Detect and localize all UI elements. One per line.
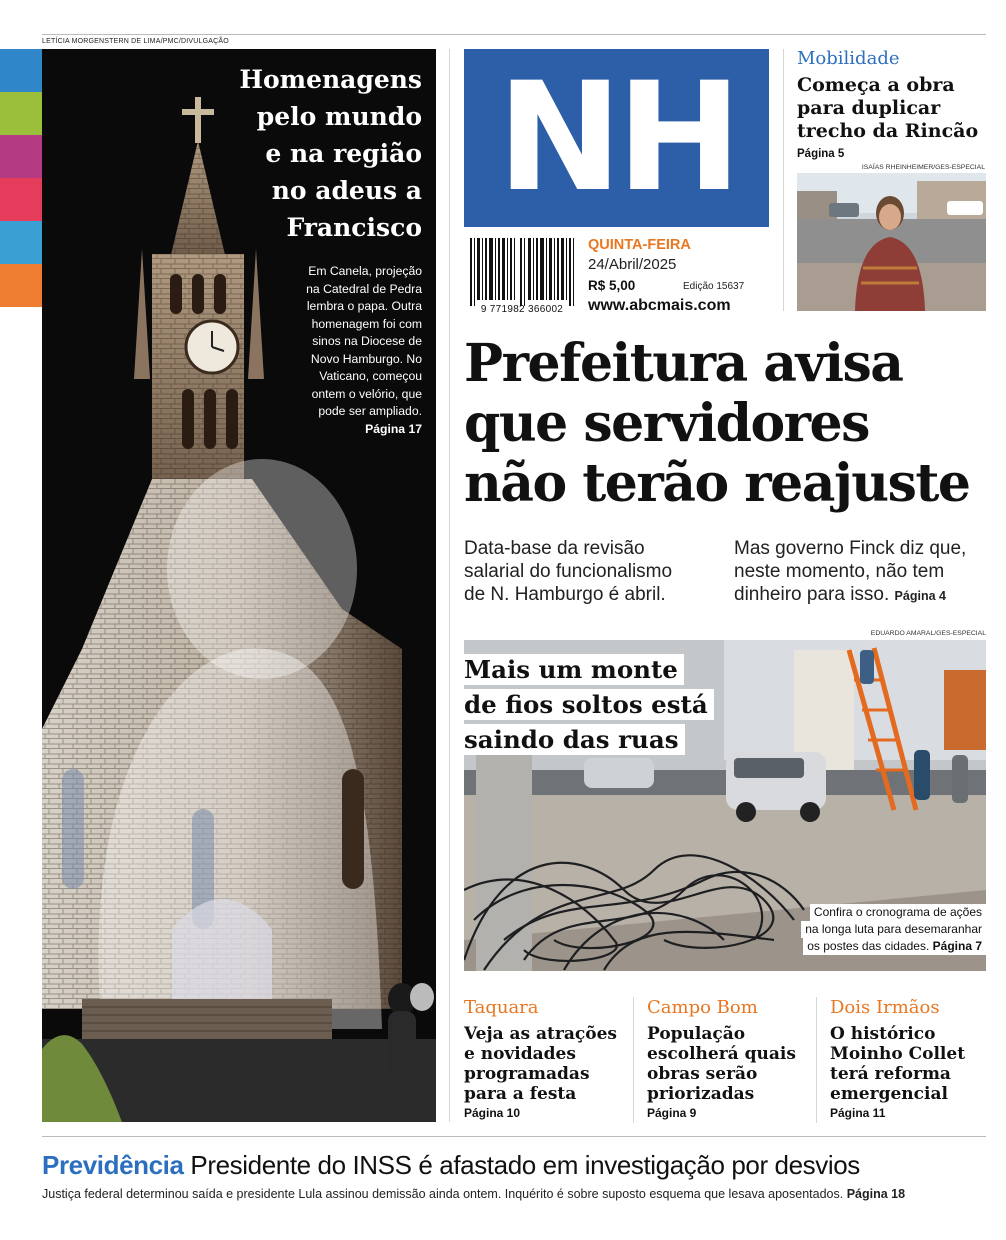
weekday: QUINTA-FEIRA [588, 237, 691, 253]
column-campo-bom[interactable] [647, 996, 817, 1120]
section-tab-green[interactable] [0, 92, 42, 135]
mobility-page-ref[interactable]: Página 5 [797, 148, 845, 160]
column-dois-irmaos[interactable] [830, 996, 1000, 1120]
section-tab-blue[interactable] [0, 49, 42, 92]
wires-photo[interactable] [464, 640, 986, 971]
mobility-headline[interactable]: Começa a obra para duplicar trecho da Rincão [797, 74, 979, 142]
wires-caption: Confira o cronograma de ações na longa luta para desemaranhar os postes das cidades. Página 7 [776, 904, 986, 955]
cathedral-photo[interactable] [42, 49, 436, 1122]
column-headline[interactable]: População escolherá quais obras serão priorizadas [647, 1024, 796, 1104]
wires-headline-line-3[interactable]: saindo das ruas [464, 724, 685, 755]
edition-number: Edição 15637 [683, 281, 745, 292]
wires-photo-credit: EDUARDO AMARAL/GES-ESPECIAL [870, 630, 986, 637]
left-story-headline[interactable]: Homenagens pelo mundo e na região no adeus a Francisco [239, 65, 422, 242]
mobility-photo[interactable] [797, 173, 986, 311]
column-headline[interactable]: O histórico Moinho Collet terá reforma emergencial [830, 1024, 966, 1104]
section-tab-red[interactable] [0, 178, 42, 221]
nh-logo[interactable]: NH [464, 49, 769, 227]
footer-page-ref[interactable]: Página 18 [846, 1187, 906, 1201]
column-kicker: Taquara [464, 997, 539, 1018]
street-woman-illustration [797, 173, 986, 311]
barcode-icon [470, 238, 574, 306]
barcode-number: 9 771982 366002 [480, 304, 564, 315]
column-divider [816, 997, 817, 1123]
price: R$ 5,00 [588, 278, 636, 293]
issue-date: 24/Abril/2025 [588, 256, 677, 273]
main-deck-left: Data-base da revisão salarial do funcionalismo de N. Hamburgo é abril. [464, 538, 673, 605]
column-kicker: Dois Irmãos [830, 997, 940, 1018]
column-page-ref[interactable]: Página 9 [647, 1106, 697, 1120]
section-tab-purple[interactable] [0, 135, 42, 178]
mobility-photo-credit: ISAÍAS RHEINHEIMER/GES-ESPECIAL [861, 164, 985, 171]
main-deck-right: Mas governo Finck diz que, neste momento, não tem dinheiro para isso. Página 4 [734, 538, 967, 605]
column-kicker: Campo Bom [647, 997, 758, 1018]
section-tab-lightblue[interactable] [0, 221, 42, 264]
wires-page-ref[interactable]: Página 7 [932, 939, 982, 953]
column-divider [633, 997, 634, 1123]
column-headline[interactable]: Veja as atrações e novidades programadas para a festa [464, 1024, 617, 1104]
section-tab-orange[interactable] [0, 264, 42, 307]
website-link[interactable]: www.abcmais.com [588, 297, 731, 314]
mobility-kicker: Mobilidade [797, 48, 900, 69]
top-rule [42, 34, 986, 35]
left-story-page-ref[interactable]: Página 17 [365, 421, 422, 436]
footer-kicker: Previdência [42, 1150, 184, 1180]
footer-body: Justiça federal determinou saída e presidente Lula assinou demissão ainda ontem. Inquérito é sobre suposto esquema que lesava aposentados. Página 18 [42, 1187, 906, 1201]
column-taquara[interactable] [464, 996, 634, 1120]
wires-headline-line-1[interactable]: Mais um monte [464, 654, 684, 685]
footer-rule [42, 1136, 986, 1137]
mobility-divider [783, 49, 784, 311]
footer-headline[interactable]: Previdência Presidente do INSS é afastado em investigação por desvios [42, 1150, 860, 1180]
column-page-ref[interactable]: Página 10 [464, 1106, 521, 1120]
main-page-ref[interactable]: Página 4 [894, 589, 946, 603]
main-headline[interactable]: Prefeitura avisa que servidores não terão reajuste [464, 333, 970, 514]
column-divider [449, 49, 450, 1122]
left-story-body: Em Canela, projeção na Catedral de Pedra lembra o papa. Outra homenagem foi com sinos na Diocese de Novo Hamburgo. No Vaticano, começou ontem o velório, que pode ser ampliado. Página 17 [282, 263, 422, 438]
photo-credit-left: LETÍCIA MORGENSTERN DE LIMA/PMC/DIVULGAÇÃO [42, 38, 229, 45]
column-page-ref[interactable]: Página 11 [830, 1106, 886, 1120]
wires-headline-line-2[interactable]: de fios soltos está [464, 689, 714, 720]
